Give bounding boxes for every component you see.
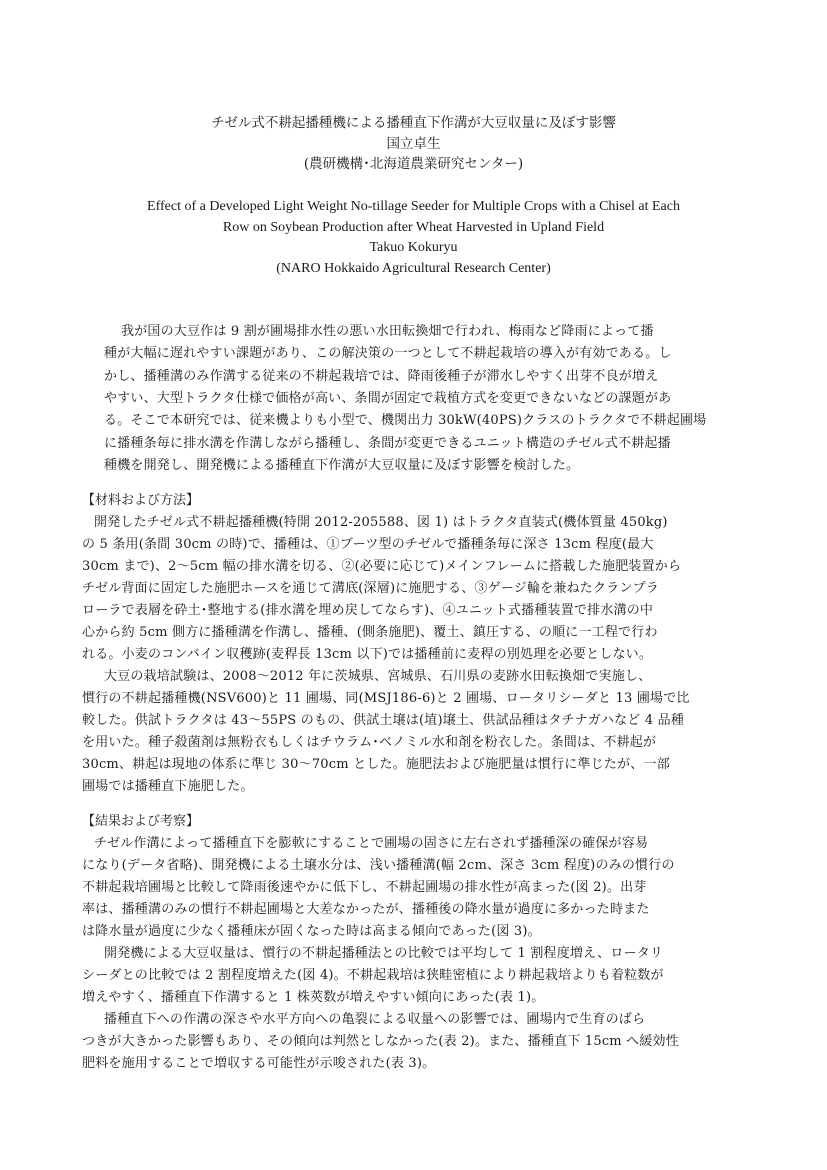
- methods-line: 開発したチゼル式不耕起播種機(特開 2012-205588、図 1) はトラクタ直装式(機体質量 450kg): [94, 515, 668, 530]
- methods-line: れる。小麦のコンバイン収穫跡(麦稈長 13cm 以下)では播種前に麦稈の別処理を必要としない。: [82, 647, 653, 662]
- results-line: になり(データ省略)、開発機による土壌水分は、浅い播種溝(幅 2cm、深さ 3cm 程度)のみの慣行の: [82, 858, 675, 873]
- intro-line: かし、播種溝のみ作溝する従来の不耕起栽培では、降雨後種子が滞水しやすく出芽不良が増え: [104, 369, 659, 384]
- results-line: シーダとの比較では 2 割程度増えた(図 4)。不耕起栽培は狭畦密植により耕起栽培よりも着粒数が: [82, 968, 664, 983]
- methods-line: 30cm、耕起は現地の体系に準じ 30～70cm とした。施肥法および施肥量は慣行に準じたが、一部: [82, 757, 670, 772]
- methods-heading: 【材料および方法】: [82, 493, 200, 508]
- results-heading: 【結果および考察】: [82, 814, 200, 829]
- results-line: つきが大きかった影響もあり、その傾向は判然としなかった(表 2)。また、播種直下 15cm へ緩効性: [82, 1034, 679, 1049]
- methods-line: 心から約 5cm 側方に播種溝を作溝し、播種、(側条施肥)、覆土、鎮圧する、の順に一工程で行わ: [82, 625, 658, 640]
- results-line: チゼル作溝によって播種直下を膨軟にすることで圃場の固さに左右されず播種深の確保が容易: [94, 836, 649, 851]
- intro-line: に播種条毎に排水溝を作溝しながら播種し、条間が変更できるユニット構造のチゼル式不耕起播: [104, 436, 671, 451]
- english-title-line-1: Effect of a Developed Light Weight No-tillage Seeder for Multiple Crops with a Chisel at Each: [147, 199, 680, 214]
- methods-line: 較した。供試トラクタは 43～55PS のもの、供試土壌は(埴)壌土、供試品種はタチナガハなど 4 品種: [82, 713, 685, 728]
- results-line: 不耕起栽培圃場と比較して降雨後速やかに低下し、不耕起圃場の排水性が高まった(図 2)。出芽: [82, 880, 647, 895]
- intro-line: 種機を開発し、開発機による播種直下作溝が大豆収量に及ぼす影響を検討した。: [104, 458, 580, 473]
- english-affiliation: (NARO Hokkaido Agricultural Research Center): [276, 261, 551, 276]
- japanese-author: 国立卓生: [386, 136, 441, 152]
- methods-line: 圃場では播種直下施肥した。: [82, 779, 254, 794]
- methods-line: 慣行の不耕起播種機(NSV600)と 11 圃場、同(MSJ186-6)と 2 圃場、ロータリシーダと 13 圃場で比: [82, 691, 690, 706]
- methods-line: の 5 条用(条間 30cm の時)で、播種は、①ブーツ型のチゼルで播種条毎に深さ 13cm 程度(最大: [82, 537, 654, 552]
- results-line: 増えやすく、播種直下作溝すると 1 株莢数が増えやすい傾向にあった(表 1)。: [82, 990, 545, 1005]
- english-title-line-2: Row on Soybean Production after Wheat Harvested in Upland Field: [222, 220, 605, 235]
- results-line: 肥料を施用することで増収する可能性が示唆された(表 3)。: [82, 1056, 436, 1071]
- results-line: は降水量が過度に少なく播種床が固くなった時は高まる傾向であった(図 3)。: [82, 924, 541, 939]
- methods-line: ローラで表層を砕土･整地する(排水溝を埋め戻してならす)、④ユニット式播種装置で排水溝の中: [82, 603, 654, 618]
- results-line: 率は、播種溝のみの慣行不耕起圃場と大差なかったが、播種後の降水量が過度に多かった時また: [82, 902, 650, 917]
- results-line: 播種直下への作溝の深さや水平方向への亀裂による収量への影響では、圃場内で生育のばら: [104, 1012, 646, 1027]
- methods-line: 大豆の栽培試験は、2008～2012 年に茨城県、宮城県、石川県の麦跡水田転換畑で実施し、: [104, 669, 652, 684]
- methods-line: 30cm まで)、2～5cm 幅の排水溝を切る、②(必要に応じて)メインフレームに搭載した施肥装置から: [82, 559, 682, 574]
- intro-line: る。そこで本研究では、従来機よりも小型で、機関出力 30kW(40PS)クラスのトラクタで不耕起圃場: [104, 413, 707, 428]
- methods-line: チゼル背面に固定した施肥ホースを通じて溝底(深層)に施肥する、③ゲージ輪を兼ねたクランプラ: [82, 581, 659, 596]
- methods-line: を用いた。種子殺菌剤は無粉衣もしくはチウラム･ベノミル水和剤を粉衣した。条間は、不耕起が: [82, 735, 657, 750]
- results-line: 開発機による大豆収量は、慣行の不耕起播種法との比較では平均して 1 割程度増え、ロータリ: [104, 946, 664, 961]
- intro-line: 我が国の大豆作は 9 割が圃場排水性の悪い水田転換畑で行われ、梅雨など降雨によって播: [121, 324, 654, 339]
- intro-line: やすい、大型トラクタ仕様で価格が高い、条間が固定で栽植方式を変更できないなどの課題があ: [104, 391, 672, 406]
- japanese-title: チゼル式不耕起播種機による播種直下作溝が大豆収量に及ぼす影響: [211, 115, 616, 131]
- english-author: Takuo Kokuryu: [369, 240, 458, 255]
- japanese-affiliation: (農研機構･北海道農業研究センター): [303, 156, 524, 172]
- intro-line: 種が大幅に遅れやすい課題があり、この解決策の一つとして不耕起栽培の導入が有効である。し: [104, 346, 672, 361]
